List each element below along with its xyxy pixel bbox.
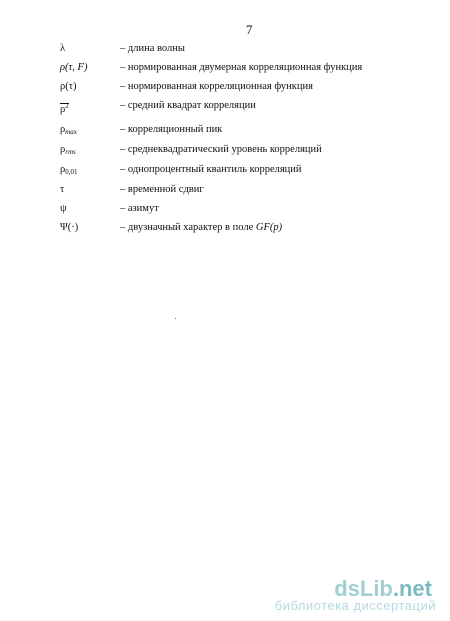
symbol-subscript: max xyxy=(65,128,77,136)
description: – средний квадрат корреляции xyxy=(120,100,256,111)
symbol xyxy=(60,143,76,159)
description-math: GF(p) xyxy=(255,222,283,233)
description: – азимут xyxy=(120,203,159,214)
description: – однопроцентный квантиль корреляций xyxy=(120,164,302,175)
symbol-subscript: rms xyxy=(65,148,76,156)
watermark-logo-suffix: .net xyxy=(392,576,432,601)
symbol-base: ρ xyxy=(60,124,66,135)
description-text: – двузначный характер в поле xyxy=(120,222,254,233)
symbol: λ xyxy=(60,43,66,54)
symbol-base: ρ xyxy=(60,104,66,115)
symbol: ρ(τ) xyxy=(60,81,77,92)
watermark xyxy=(0,576,450,616)
symbol: ψ xyxy=(60,203,67,214)
symbol-superscript: 2 xyxy=(65,102,69,110)
symbol: Ψ(·) xyxy=(60,222,79,233)
symbol-base: ρ xyxy=(60,144,66,155)
description: – нормированная двумерная корреляционная функция xyxy=(120,62,363,73)
watermark-tagline: библиотека диссертаций xyxy=(274,598,436,613)
description: – длина волны xyxy=(120,43,185,54)
symbol xyxy=(60,123,77,139)
stray-dot xyxy=(175,318,176,319)
symbol: ρ(τ, F) xyxy=(60,62,88,73)
watermark-logo-main: dsLib xyxy=(334,576,393,601)
description: – среднеквадратический уровень корреляций xyxy=(120,144,322,155)
description: – временной сдвиг xyxy=(120,184,204,195)
description: – нормированная корреляционная функция xyxy=(120,81,313,92)
symbol xyxy=(60,99,69,117)
page-number: 7 xyxy=(246,22,253,37)
symbol-subscript: 0,01 xyxy=(65,168,78,176)
symbol: τ xyxy=(60,184,65,195)
description: – корреляционный пик xyxy=(120,124,223,135)
symbol xyxy=(60,163,78,179)
symbol-base: ρ xyxy=(60,164,66,175)
description xyxy=(120,221,282,235)
